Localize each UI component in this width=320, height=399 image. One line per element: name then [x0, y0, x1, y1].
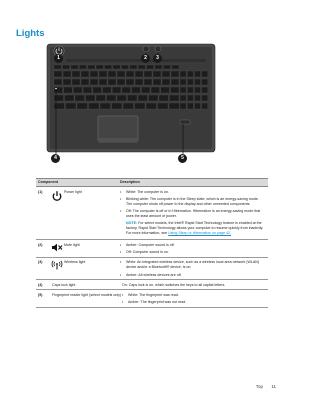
key	[54, 71, 62, 77]
key	[62, 65, 69, 69]
key	[135, 103, 146, 109]
key	[63, 71, 71, 77]
callout-3: 3	[153, 54, 162, 63]
key	[149, 95, 159, 101]
note-label: NOTE:	[126, 221, 138, 226]
key	[151, 87, 160, 93]
table-row	[36, 290, 268, 308]
component-description	[122, 293, 268, 305]
key	[99, 79, 107, 85]
key	[73, 87, 82, 93]
key	[121, 65, 128, 69]
component-name: Fingerprint reader light (select models only)	[52, 292, 122, 297]
key	[113, 65, 120, 69]
key	[54, 103, 65, 109]
key	[104, 65, 111, 69]
key	[96, 65, 103, 69]
key	[83, 87, 92, 93]
list-item: • Amber: Computer sound is off.	[120, 242, 175, 247]
key	[123, 103, 134, 109]
mute-button	[143, 46, 149, 52]
component-description: On: Caps lock is on, which switches the keys to all capital letters.	[122, 282, 226, 287]
key	[103, 87, 112, 93]
keypad-key	[187, 103, 193, 109]
key	[71, 65, 78, 69]
key	[96, 95, 106, 101]
component-description	[120, 260, 268, 277]
row-number: (4)	[38, 282, 43, 287]
keypad-key	[187, 95, 193, 101]
key	[170, 87, 179, 93]
note	[126, 221, 264, 235]
component-name: Mute light	[64, 242, 80, 247]
keyboard-illustration	[46, 38, 216, 166]
sleep-hibernation-link[interactable]: Using Sleep or Hibernation on page 42.	[168, 230, 232, 235]
keypad-key	[194, 87, 200, 93]
component-description	[120, 243, 268, 255]
table-row	[36, 280, 268, 290]
key	[112, 103, 123, 109]
keypad-key	[180, 79, 186, 85]
key	[100, 103, 111, 109]
list-item: • White: The computer is on.	[120, 189, 169, 194]
page-footer	[256, 384, 276, 389]
key	[162, 71, 170, 77]
header-description: Description	[120, 180, 140, 185]
row-number: (3)	[38, 260, 43, 265]
key	[171, 79, 179, 85]
key	[63, 79, 71, 85]
wireless-icon	[50, 260, 64, 277]
footer-section: Top	[255, 384, 264, 389]
key	[144, 71, 152, 77]
list-item: • White: The fingerprint was read.	[122, 292, 179, 297]
key	[132, 87, 141, 93]
key	[128, 95, 138, 101]
key	[159, 95, 169, 101]
keypad-key	[194, 71, 200, 77]
key	[54, 79, 62, 85]
keypad-key	[194, 95, 200, 101]
key	[138, 95, 148, 101]
key	[107, 95, 117, 101]
key	[81, 71, 89, 77]
row-number: (1)	[38, 189, 43, 194]
key	[65, 95, 75, 101]
lights-table	[36, 178, 268, 308]
keypad-key	[180, 95, 186, 101]
key	[54, 65, 61, 69]
note-text: For select models, the Intel® Rapid Start Technology feature is enabled at the factory. Rapid Start Technology allows your computer to resume quickly from inactivity. For more information, see	[126, 221, 264, 235]
key	[90, 79, 98, 85]
key	[54, 95, 64, 101]
key	[171, 71, 179, 77]
power-icon	[50, 190, 64, 238]
list-item: • Amber: All wireless devices are off.	[120, 272, 182, 277]
list-item: • Off: The computer is off or in Hibernation. Hibernation is an energy-saving mode that uses the least amount of power.	[120, 209, 261, 218]
key	[130, 65, 137, 69]
key	[141, 87, 150, 93]
key	[135, 79, 143, 85]
key	[89, 103, 100, 109]
keypad-key	[202, 71, 208, 77]
table-row	[36, 240, 268, 258]
key	[170, 95, 180, 101]
key	[72, 79, 80, 85]
key	[172, 65, 179, 69]
keypad-key	[194, 103, 200, 109]
key	[155, 65, 162, 69]
component-name: Wireless light	[64, 260, 86, 265]
key	[162, 79, 170, 85]
key	[77, 103, 88, 109]
key	[117, 79, 125, 85]
keypad-key	[180, 87, 186, 93]
callout-4: 4	[51, 154, 60, 163]
key	[88, 65, 95, 69]
keypad-key	[187, 87, 193, 93]
page-title: Lights	[16, 28, 45, 39]
list-item: • Amber: The fingerprint was not read.	[122, 300, 187, 305]
key	[126, 79, 134, 85]
wireless-button	[155, 46, 161, 52]
list-item: • White: An integrated wireless device, such as a wireless local area network (WLAN) device and/or a Bluetooth® device, is on.	[120, 260, 260, 270]
key	[66, 103, 77, 109]
key	[126, 71, 134, 77]
key	[93, 87, 102, 93]
keypad-key	[202, 87, 208, 93]
key	[161, 87, 170, 93]
key	[146, 65, 153, 69]
keypad-key	[202, 103, 208, 109]
callout-5: 5	[178, 154, 187, 163]
list-item: • Off: Computer sound is on.	[120, 250, 169, 255]
key	[117, 95, 127, 101]
key	[153, 71, 161, 77]
key	[72, 71, 80, 77]
key	[144, 79, 152, 85]
keypad-key	[187, 79, 193, 85]
keypad-key	[194, 79, 200, 85]
key	[108, 79, 116, 85]
component-description	[120, 190, 268, 238]
speaker-grille	[66, 59, 206, 62]
key	[169, 103, 180, 109]
row-number: (2)	[38, 242, 43, 247]
key	[79, 65, 86, 69]
key	[81, 79, 89, 85]
table-header	[36, 178, 268, 187]
key	[138, 65, 145, 69]
key	[146, 103, 157, 109]
header-component: Component	[38, 180, 58, 185]
keypad-key	[180, 103, 186, 109]
key	[99, 71, 107, 77]
key	[153, 79, 161, 85]
keypad-key	[202, 95, 208, 101]
key	[122, 87, 131, 93]
keypad-key	[187, 71, 193, 77]
row-number: (5)	[38, 292, 43, 297]
component-name: Power light	[64, 189, 82, 194]
key	[75, 95, 85, 101]
key	[112, 87, 121, 93]
touchpad-buttons	[98, 138, 138, 142]
key	[158, 103, 169, 109]
callout-1: 1	[54, 54, 63, 63]
key	[90, 71, 98, 77]
mute-speaker-icon	[50, 243, 64, 255]
key	[86, 95, 96, 101]
key	[163, 65, 170, 69]
key	[108, 71, 116, 77]
keyboard-area-illustration	[46, 38, 216, 166]
key	[135, 71, 143, 77]
table-row	[36, 258, 268, 280]
key	[54, 87, 63, 93]
callout-2: 2	[141, 54, 150, 63]
table-row	[36, 187, 268, 240]
component-name: Caps lock light	[52, 282, 76, 287]
list-item: • Blinking white: The computer is in the Sleep state, which is an energy-saving mode. The computer shuts off power to the display and other unneeded components.	[120, 197, 259, 206]
key	[117, 71, 125, 77]
page-number: 11	[271, 384, 276, 389]
fingerprint-reader	[180, 120, 190, 124]
keypad-key	[202, 79, 208, 85]
keypad-key	[180, 71, 186, 77]
key	[64, 87, 73, 93]
